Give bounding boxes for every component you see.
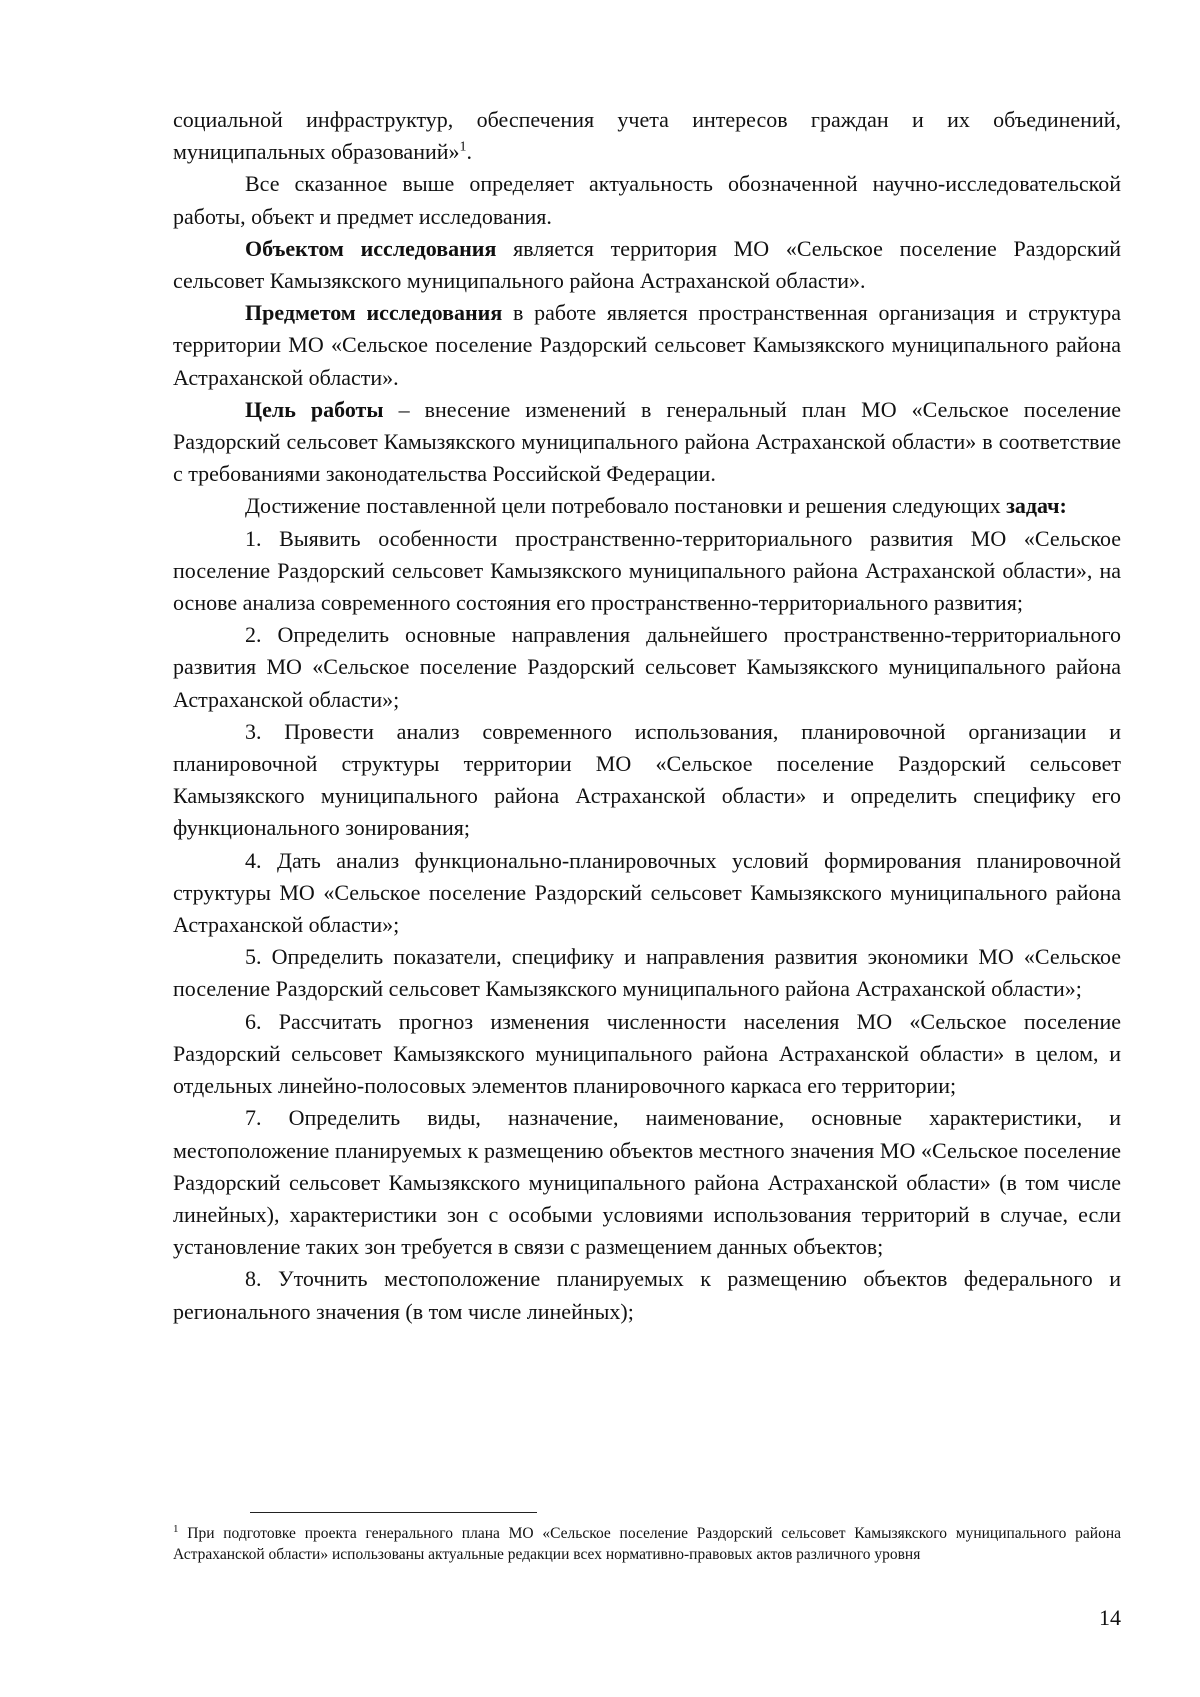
paragraph-text: социальной инфраструктур, обеспечения учета интересов граждан и их объединений, муниципальных образований» — [173, 107, 1121, 165]
paragraph-subject — [173, 297, 1121, 394]
footnote — [173, 1523, 1121, 1565]
paragraph-goal — [173, 394, 1121, 491]
paragraph-text: – внесение изменений в генеральный план МО «Сельское поселение Раздорский сельсовет Камызякского муниципального района Астраханской области» в соответствие с требованиями законодательства Российской Федерации. — [173, 396, 1121, 487]
task-item: 5. Определить показатели, специфику и направления развития экономики МО «Сельское поселение Раздорский сельсовет Камызякского муниципального района Астраханской области»; — [173, 944, 1121, 1002]
task-item: 3. Провести анализ современного использования, планировочной организации и планировочной структуры территории МО «Сельское поселение Раздорский сельсовет Камызякского муниципального района Астраханской области» и определить специфику его функционального зонирования; — [173, 718, 1121, 841]
paragraph-text: в работе является пространственная организация и структура территории МО «Сельское поселение Раздорский сельсовет Камызякского муниципального района Астраханской области». — [173, 300, 1121, 390]
paragraph-object — [173, 233, 1121, 297]
paragraph-continuation — [173, 104, 1121, 168]
paragraph-tasks-intro — [173, 490, 1121, 522]
task-item: 8. Уточнить местоположение планируемых к размещению объектов федерального и регионального значения (в том числе линейных); — [173, 1266, 1121, 1324]
task-item: 6. Рассчитать прогноз изменения численности населения МО «Сельское поселение Раздорский сельсовет Камызякского муниципального района Астраханской области» в целом, и отдельных линейно-полосовых элементов планировочного каркаса его территории; — [173, 1008, 1121, 1099]
paragraph-relevance: Все сказанное выше определяет актуальность обозначенной научно-исследовательской работы, объект и предмет исследования. — [173, 171, 1121, 229]
task-item: 2. Определить основные направления дальнейшего пространственно-территориального развития МО «Сельское поселение Раздорский сельсовет Камызякского муниципального района Астраханской области»; — [173, 622, 1121, 712]
task-item: 7. Определить виды, назначение, наименование, основные характеристики, и местоположение планируемых к размещению объектов местного значения МО «Сельское поселение Раздорский сельсовет Камызякского муниципального района Астраханской области» (в том числе линейных), характеристики зон с особыми условиями использования территорий в случае, если установление таких зон требуется в связи с размещением данных объектов; — [173, 1105, 1121, 1260]
task-item: 4. Дать анализ функционально-планировочных условий формирования планировочной структуры МО «Сельское поселение Раздорский сельсовет Камызякского муниципального района Астраханской области»; — [173, 847, 1121, 938]
paragraph-text: Достижение поставленной цели потребовало постановки и решения следующих — [245, 493, 1007, 519]
page-number: 14 — [1099, 1605, 1121, 1630]
bold-term: Предметом исследования — [245, 300, 503, 326]
footnote-reference: 1 — [459, 139, 467, 155]
bold-term: задач: — [1006, 493, 1067, 519]
document-body — [173, 104, 1121, 1328]
footnote-separator — [250, 1512, 537, 1513]
paragraph-text: является территория МО «Сельское поселение Раздорский сельсовет Камызякского муниципального района Астраханской области». — [173, 235, 1121, 294]
footnote-text: При подготовке проекта генерального плана МО «Сельское поселение Раздорский сельсовет Камызякского муниципального района Астраханской области» использованы актуальные редакции всех нормативно-правовых актов различного уровня — [173, 1525, 1121, 1563]
paragraph-end: . — [466, 139, 473, 165]
task-item: 1. Выявить особенности пространственно-территориального развития МО «Сельское поселение Раздорский сельсовет Камызякского муниципального района Астраханской области», на основе анализа современного состояния его пространственно-территориального развития; — [173, 525, 1121, 616]
bold-term: Объектом исследования — [245, 235, 497, 261]
bold-term: Цель работы — [245, 396, 384, 422]
footnote-marker: 1 — [173, 1522, 179, 1535]
